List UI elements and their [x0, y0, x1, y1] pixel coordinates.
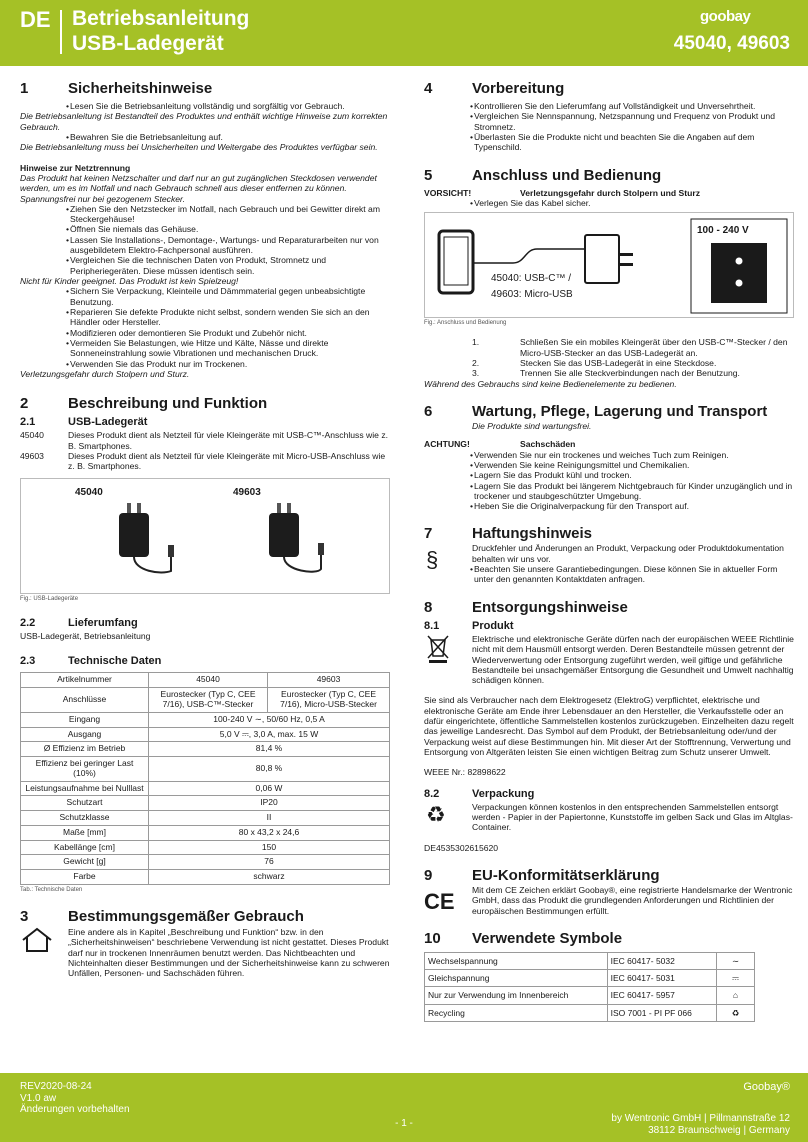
list-item: • Verwenden Sie nur ein trockenes und weiches Tuch zum Reinigen. [470, 449, 729, 460]
list-item: • Ziehen Sie den Netzstecker im Notfall, nach Gebrauch und bei Gewitter direkt am Steckergehäuse! [66, 203, 381, 225]
children-note: Nicht für Kinder geeignet. Das Produkt ist kein Spielzeug! [20, 276, 239, 286]
page-footer [0, 1073, 808, 1142]
list-item: • Bewahren Sie die Betriebsanleitung auf. [66, 131, 223, 142]
weee-number: WEEE Nr.: 82898622 [424, 767, 506, 778]
section-8-1-heading: 8.1 Produkt [424, 619, 514, 632]
list-item: • Heben Sie die Originalverpackung für den Transport auf. [470, 501, 689, 512]
tech-data-table [20, 672, 390, 884]
product-description: 49603 Dieses Produkt dient als Netzteil für viele Kleingeräte mit Micro-USB-Anschluss wie z. B. Smartphones. [20, 450, 386, 472]
plug-label-45040: 45040: USB-C™ / [491, 273, 572, 285]
steps-list [424, 337, 794, 378]
conformity-block [424, 885, 794, 916]
list-item: • Öffnen Sie niemals das Gehäuse. [66, 224, 199, 235]
step-item: 1. Schließen Sie ein mobiles Kleingerät über den USB-C™-Stecker / den Micro-USB-Stecker an das USB-Ladegerät an. [472, 337, 788, 358]
section-7-heading: 7 Haftungshinweis [424, 525, 593, 543]
left-column [20, 80, 390, 979]
version: V1.0 aw [20, 1092, 57, 1104]
step-item: 2. Stecken Sie das USB-Ladegerät in eine Steckdose. [472, 358, 717, 368]
table-row: Schutzart IP20 [21, 796, 390, 811]
revision-info [20, 1081, 130, 1116]
figure-caption: Fig.: USB-Ladegeräte [20, 595, 79, 602]
ac-symbol-icon: ∼ [717, 953, 755, 970]
figure-caption: Fig.: Anschluss und Bedienung [424, 320, 507, 327]
changes-note: Änderungen vorbehalten [20, 1104, 130, 1115]
packaging-block [424, 802, 794, 833]
intended-use [20, 927, 390, 979]
section-4-heading: 4 Vorbereitung [424, 80, 565, 97]
list-item: • Verwenden Sie das Produkt nur im Trockenen. [66, 358, 248, 369]
list-item: • Vergleichen Sie Nennspannung, Netzspannung und Frequenz von Produkt und Stromnetz. [470, 111, 775, 132]
safety-list [20, 204, 390, 276]
list-item: • Reparieren Sie defekte Produkte nicht selbst, sondern wenden Sie sich an den Händler oder Hersteller. [66, 306, 370, 328]
paragraph-icon: § [426, 547, 439, 573]
table-row: Maße [mm] 80 x 43,2 x 24,6 [21, 825, 390, 840]
list-item: • Lagern Sie das Produkt kühl und trocken. [470, 470, 632, 481]
page-header [0, 0, 808, 66]
safety-list [20, 286, 390, 369]
voltage-label: 100 - 240 V [697, 225, 749, 237]
caution-row: VORSICHT! Verletzungsgefahr durch Stolpern und Sturz [424, 187, 701, 198]
weee-text: Elektrische und elektronische Geräte dürfen nach der europäischen WEEE Richtlinie nicht mit dem Hausmüll entsorgt werden. Deren Bestandteile müssen getrennt der Wiederverwertung oder Entsorgung zugeführt werden, weil giftige und gefährliche Bestandteile bei unsachgemäßer Entsorgung die Gesundheit und Umwelt nachhaltig schädigen können. [472, 633, 794, 686]
connection-diagram [424, 212, 794, 318]
symbols-table [424, 952, 755, 1022]
liability-block [424, 543, 794, 584]
recycling-symbol-icon: ♻ [717, 1004, 755, 1021]
indoor-symbol-icon: ⌂ [717, 987, 755, 1004]
list-item: • Verwenden Sie keine Reinigungsmittel und Chemikalien. [470, 459, 690, 470]
ce-mark-icon: CE [424, 889, 455, 915]
list-item: • Lesen Sie die Betriebsanleitung vollständig und sorgfältig vor Gebrauch. [66, 101, 345, 111]
electrog-text: Sie sind als Verbraucher nach dem Elektrogesetz (ElektroG) verpflichtet, elektrische und elektronische Geräte am Ende ihrer Lebensdauer an den Hersteller, die Verkaufsstelle oder an dafür eingerichtete, öffentliche Sammelstellen kostenlos zurückzugeben. Einzelheiten dazu regelt das jeweilige Landesrecht. Das Symbol auf dem Produkt, der Betriebsanleitung oder/und der Verpackung weist auf diese Bestimmungen hin. Mit dieser Art der Stofftrennung, Verwertung und Entsorgung von Altgeräten leisten Sie einen wichtigen Beitrag zum Schutz unserer Umwelt. [424, 695, 794, 757]
revision-date: REV2020-08-24 [20, 1081, 92, 1092]
maintenance-intro: Die Produkte sind wartungsfrei. [472, 420, 592, 431]
plug-label-49603: 49603: Micro-USB [491, 289, 573, 301]
chargers-image [20, 478, 390, 594]
table-row: Farbe schwarz [21, 870, 390, 885]
section-6-heading: 6 Wartung, Pflege, Lagerung und Transport [424, 402, 768, 420]
section-2-1-heading: 2.1 USB-Ladegerät [20, 416, 148, 429]
table-row: Wechselspannung IEC 60417- 5032 ∼ [425, 953, 755, 970]
conformity-text: Mit dem CE Zeichen erklärt Goobay®, eine registrierte Handelsmarke der Wentronic GmbH, dass das Produkt die grundlegenden Anforderungen und Richtlinien der europäischen Bestimmungen erfüllt. [472, 885, 793, 916]
list-item: • Vergleichen Sie die technischen Daten von Produkt, Stromnetz und Peripheriegeräten. Diese müssen identisch sein. [66, 255, 327, 276]
dc-symbol-icon: ⎓ [717, 970, 755, 987]
table-caption: Tab.: Technische Daten [20, 886, 83, 893]
image-label-49603: 49603 [233, 486, 261, 498]
list-item: • Überlasten Sie die Produkte nicht und beachten Sie die Angaben auf dem Typenschild. [470, 131, 755, 153]
right-column [424, 80, 794, 1022]
section-2-2-heading: 2.2 Lieferumfang [20, 616, 138, 629]
net-heading: Hinweise zur Netztrennung [20, 162, 131, 173]
language-code: DE [20, 7, 51, 32]
section-3-heading: 3 Bestimmungsgemäßer Gebrauch [20, 908, 304, 926]
image-label-45040: 45040 [75, 486, 103, 498]
address-line: 38112 Braunschweig | Germany [648, 1125, 790, 1136]
list-item: • Lassen Sie Installations-, Demontage-, Wartungs- und Reparaturarbeiten nur von ausgebildetem Elektro-Fachpersonal ausführen. [66, 234, 379, 256]
table-row: Gleichspannung IEC 60417- 5031 ⎓ [425, 970, 755, 987]
document-subtitle: USB-Ladegerät [72, 32, 224, 55]
product-description: 45040 Dieses Produkt dient als Netzteil für viele Kleingeräte mit USB-C™-Anschluss wie z. B. Smartphones. [20, 430, 388, 451]
table-row: Gewicht [g] 76 [21, 855, 390, 870]
table-row: Nur zur Verwendung im Innenbereich IEC 60417- 5957 ⌂ [425, 987, 755, 1004]
weee-bin-icon [426, 634, 450, 664]
table-row: Schutzklasse II [21, 811, 390, 826]
safety-note: Die Betriebsanleitung muss bei Unsicherheiten und Weitergabe des Produktes verfügbar sein. [20, 142, 378, 153]
address-line: by Wentronic GmbH | Pillmannstraße 12 [611, 1113, 790, 1124]
table-row: Eingang 100-240 V ∼, 50/60 Hz, 0,5 A [21, 712, 390, 727]
list-item: • Beachten Sie unsere Garantiebedingungen. Diese können Sie in aktueller Form unter den genannten Kontaktdaten anfragen. [470, 564, 778, 585]
section-1-heading: 1 Sicherheitshinweise [20, 80, 213, 97]
intended-use-text: Eine andere als in Kapitel „Beschreibung und Funktion“ bzw. in den „Sicherheitshinweisen“ beschriebene Verwendung ist nicht gestattet. Dieses Produkt darf nur in trockenen Innenräumen benutzt werden. Das Nichtbeachten und Nichteinhalten dieser Bestimmungen und der Sicherheitshinweise kann zu schweren Unfällen, Personen- und Sachschäden führen. [68, 927, 390, 979]
step-item: 3. Trennen Sie alle Steckverbindungen nach der Benutzung. [472, 368, 740, 379]
indoor-house-icon [20, 927, 54, 953]
packaging-text: Verpackungen können kostenlos in den entsprechenden Sammelstellen entsorgt werden - Papier in der Papiertonne, Kunststoffe im gelben Sack und Glas im Altglas-Container. [472, 801, 793, 833]
safety-note: Die Betriebsanleitung ist Bestandteil des Produktes und enthält wichtige Hinweise zum korrekten Gebrauch. [20, 111, 388, 132]
table-row: Anschlüsse Eurostecker (Typ C, CEE 7/16), USB-C™-Stecker Eurostecker (Typ C, CEE 7/16), Micro-USB-Stecker [21, 688, 390, 713]
scope-of-delivery: USB-Ladegerät, Betriebsanleitung [20, 630, 151, 641]
header-divider [60, 10, 62, 54]
list-item: • Verlegen Sie das Kabel sicher. [470, 197, 591, 208]
net-text: Das Produkt hat keinen Netzschalter und darf nur an gut zugänglichen Steckdosen verwendet werden, um es im Notfall und nach Gebrauch schnell aus dieser entfernen zu können. [20, 172, 377, 194]
list-item: • Lagern Sie das Produkt bei längerem Nichtgebrauch für Kinder unzugänglich und in trockener und staubgeschützter Umgebung. [470, 480, 793, 501]
page-number: - 1 - [395, 1118, 413, 1129]
company-address [611, 1113, 790, 1137]
table-row: Ausgang 5,0 V ⎓, 3,0 A, max. 15 W [21, 727, 390, 742]
weee-block [424, 634, 794, 686]
recycling-icon: ♻ [426, 801, 446, 827]
table-row: Recycling ISO 7001 - PI PF 066 ♻ [425, 1004, 755, 1021]
list-item: • Modifizieren oder demontieren Sie Produkt und Zubehör nicht. [66, 327, 307, 338]
attention-row: ACHTUNG! Sachschäden [424, 439, 576, 450]
table-row: Ø Effizienz im Betrieb 81,4 % [21, 742, 390, 757]
section-8-2-heading: 8.2 Verpackung [424, 787, 535, 800]
trip-hazard-note: Verletzungsgefahr durch Stolpern und Sturz. [20, 368, 190, 379]
model-numbers: 45040, 49603 [673, 33, 790, 54]
section-2-heading: 2 Beschreibung und Funktion [20, 395, 268, 413]
list-item: • Vermeiden Sie Belastungen, wie Hitze und Kälte, Nässe und direkte Sonneneinstrahlung sowie Vibrationen und mechanischen Druck. [66, 337, 329, 359]
liability-text: Druckfehler und Änderungen an Produkt, Verpackung oder Produktdokumentation behalten wir uns vor. [472, 543, 784, 564]
section-5-heading: 5 Anschluss und Bedienung [424, 166, 662, 184]
section-2-3-heading: 2.3 Technische Daten [20, 655, 162, 668]
document-title: Betriebsanleitung [72, 7, 250, 30]
section-10-heading: 10 Verwendete Symbole [424, 930, 623, 947]
table-row: Leistungsaufnahme bei Nulllast 0,06 W [21, 781, 390, 796]
goobay-logo: goobay [700, 8, 751, 25]
section-9-heading: 9 EU-Konformitätserklärung [424, 867, 660, 885]
operation-note: Während des Gebrauchs sind keine Bedienelemente zu bedienen. [424, 378, 677, 389]
table-row: Effizienz bei geringer Last (10%) 80,8 % [21, 757, 390, 782]
net-text: Spannungsfrei nur bei gezogenem Stecker. [20, 193, 185, 204]
table-row: Artikelnummer 45040 49603 [21, 673, 390, 688]
list-item: • Sichern Sie Verpackung, Kleinteile und Dämmmaterial gegen unbeabsichtigte Benutzung. [66, 286, 366, 307]
section-8-heading: 8 Entsorgungshinweise [424, 598, 628, 616]
brand-name: Goobay® [743, 1081, 790, 1093]
packaging-reg-number: DE4535302615620 [424, 842, 499, 853]
table-row: Kabellänge [cm] 150 [21, 840, 390, 855]
list-item: • Kontrollieren Sie den Lieferumfang auf Vollständigkeit und Unversehrtheit. [470, 101, 756, 111]
